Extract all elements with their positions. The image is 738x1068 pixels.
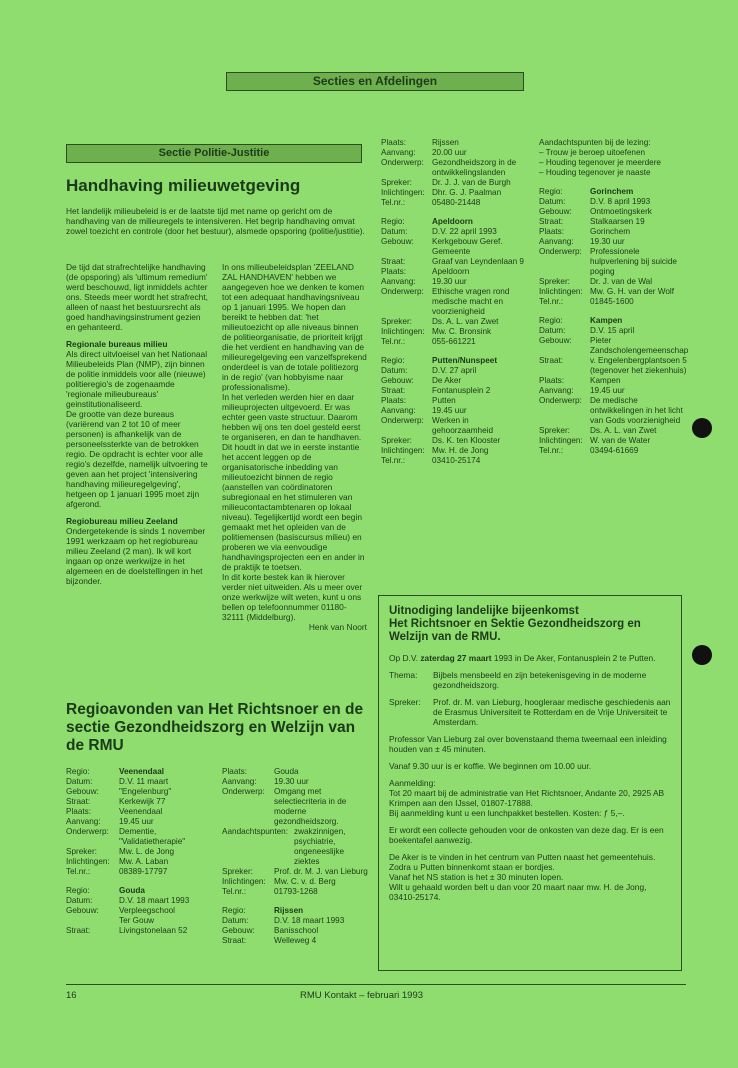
record-row: Aanvang: 19.30 uur xyxy=(222,777,309,786)
record-row: Gebouw: "Engelenburg" xyxy=(66,787,172,796)
record-row: Regio: Apeldoorn xyxy=(381,217,473,226)
record-row: Straat: Kerkewijk 77 xyxy=(66,797,166,806)
record-row: Datum: D.V. 22 april 1993 xyxy=(381,227,497,236)
aandacht-list xyxy=(539,138,687,178)
record-row: Onderwerp: Omgang met selectiecriteria in de moderne gezondheidszorg. xyxy=(222,787,347,826)
record-row: Straat: Graaf van Leyndenlaan 9 xyxy=(381,257,524,266)
gouda-details-group xyxy=(222,767,368,897)
record-row: Plaats: Gorinchem xyxy=(539,227,631,236)
invitation-aanmelding: Tot 20 maart bij de administratie van Het Richtsnoer, Andante 20, 2925 AB Krimpen aan den IJssel, 01807-17888. xyxy=(389,788,665,808)
invitation-lunch: Bij aanmelding kunt u een lunchpakket bestellen. Kosten: ƒ 5,–. xyxy=(389,808,625,818)
record-row: Plaats: Apeldoorn xyxy=(381,267,470,276)
record-row: Inlichtingen: Mw. C. v. d. Berg xyxy=(222,877,336,886)
section-header-text: Secties en Afdelingen xyxy=(312,74,438,88)
record-row: Gebouw: Kerkgebouw Geref. Gemeente xyxy=(381,237,503,256)
gouda-group xyxy=(66,886,216,936)
article1-title: Handhaving milieuwetgeving xyxy=(66,176,301,195)
sub-header-text: Sectie Politie-Justitie xyxy=(158,147,270,159)
record-row: Gebouw: Banisschool xyxy=(222,926,319,935)
invitation-body xyxy=(389,653,671,902)
article1-col1-p3: De grootte van deze bureaus (variërend van 2 tot 10 of meer personen) is afhankelijk van de personeelssterkte van de betrokken regio. De opdracht is echter voor alle regio's dezelfde, namelijk uitvoering te geven aan het project 'intensivering handhaving milieuregelgeving', hetgeen op 1 januari 1995 moet zijn afgerond. xyxy=(66,409,208,509)
record-row: Spreker: Ds. K. ten Klooster xyxy=(381,436,501,445)
record-row: Onderwerp: Werken in gehoorzaamheid xyxy=(381,416,493,435)
record-row: Inlichtingen: Mw. A. Laban xyxy=(66,857,169,866)
record-row: Spreker: Dr. J. J. van de Burgh xyxy=(381,178,511,187)
record-row: Spreker: Dr. J. van de Wal xyxy=(539,277,653,286)
article2-col-a xyxy=(66,767,216,945)
invitation-thema: Thema: Bijbels mensbeeld en zijn betekenisgeving in de moderne gezondheidszorg. xyxy=(389,670,647,690)
invitation-p2: Professor Van Lieburg zal over bovenstaand thema tweemaal een inleiding houden van ± 45 minuten. xyxy=(389,734,667,754)
record-row: Plaats: Rijssen xyxy=(381,138,459,147)
record-row: Inlichtingen: W. van de Water xyxy=(539,436,651,445)
record-row: Tel.nr.: 055-661221 xyxy=(381,337,476,346)
article1-heading-zeeland: Regiobureau milieu Zeeland xyxy=(66,516,178,526)
veenendaal-group xyxy=(66,767,216,877)
record-row: Aanvang: 19.45 uur xyxy=(539,386,625,395)
record-row: Tel.nr.: 01793-1268 xyxy=(222,887,318,896)
record-row: Onderwerp: Dementie, "Validatietherapie" xyxy=(66,827,186,846)
record-row: Regio: Gouda xyxy=(66,886,145,895)
rijssen-details-group xyxy=(381,138,526,208)
record-row: Aanvang: 19.45 uur xyxy=(66,817,154,826)
gorinchem-group xyxy=(539,187,687,307)
right-col1 xyxy=(381,138,526,475)
record-row: Inlichtingen: Mw. C. Bronsink xyxy=(381,327,492,336)
record-row: Datum: D.V. 8 april 1993 xyxy=(539,197,651,206)
invitation-spreker: Spreker: Prof. dr. M. van Lieburg, hoogleraar medische geschiedenis aan de Erasmus Universiteit te Rotterdam en de Vrije Universiteit te Amsterdam. xyxy=(389,697,671,727)
record-row: Spreker: Ds. A. L. van Zwet xyxy=(381,317,499,326)
invitation-date: Op D.V. zaterdag 27 maart 1993 in De Aker, Fontanusplein 2 te Putten. xyxy=(389,653,656,663)
record-row: Datum: D.V. 11 maart xyxy=(66,777,169,786)
aandacht-item: – Houding tegenover je meerdere xyxy=(539,158,661,167)
record-row: Tel.nr.: 05480-21448 xyxy=(381,198,481,207)
record-row: Plaats: Gouda xyxy=(222,767,299,776)
record-row: Straat: v. Engelenbergplantsoen 5 (tegenover het ziekenhuis) xyxy=(539,356,687,375)
record-row: Onderwerp: Professionele hulpverlening bij suicide poging xyxy=(539,247,677,276)
record-row: Spreker: Mw. L. de Jong xyxy=(66,847,175,856)
invitation-station: Vanaf het NS station is het ± 30 minuten lopen. xyxy=(389,872,564,882)
article2-col-b xyxy=(222,767,368,955)
record-row: Gebouw: De Aker xyxy=(381,376,462,385)
record-row: Regio: Kampen xyxy=(539,316,623,325)
sub-header xyxy=(66,144,362,163)
publication-line: RMU Kontakt – februari 1993 xyxy=(300,990,424,1001)
article1-col1-p5: In ons milieubeleidsplan 'ZEELAND ZAL HANDHAVEN' hebben we aangegeven hoe we denken te komen tot een adequaat handhavingsniveau op 1 januari 1995. We hopen dan bereikt te hebben dat: 'het milieutoezicht op alle niveaus binnen de politieorganisatie, de prioriteit krijgt die het verdient en handhaving van de milieuregelgeving een vanzelfsprekend onderdeel is van de totale politiezorg in de regio' (van hobbyisme naar professionalisme). xyxy=(222,262,367,392)
record-row: Straat: Fontanusplein 2 xyxy=(381,386,491,395)
record-row: Aanvang: 19.30 uur xyxy=(539,237,625,246)
right-col2 xyxy=(539,138,687,465)
article2-title: Regioavonden van Het Richtsnoer en de sectie Gezondheidszorg en Welzijn van de RMU xyxy=(66,701,364,754)
aandacht-title: Aandachtspunten bij de lezing: xyxy=(539,138,651,147)
page-number: 16 xyxy=(66,990,77,1001)
record-row: Plaats: Kampen xyxy=(539,376,621,385)
record-row: Datum: D.V. 15 april xyxy=(539,326,635,335)
record-row: Regio: Putten/Nunspeet xyxy=(381,356,498,365)
record-row: Tel.nr.: 08389-17797 xyxy=(66,867,168,876)
article1-heading-regionale: Regionale bureaus milieu xyxy=(66,339,168,349)
invitation-aanmelding-title: Aanmelding: xyxy=(389,778,436,788)
article1-col1-p1: De tijd dat strafrechtelijke handhaving (de opsporing) als 'ultimum remedium' werd beschouwd, ligt inmiddels achter ons. Steeds meer wordt het strafrecht, alleen of naast het bestuursrecht als goed handhavingsinstrument gezien en gehanteerd. xyxy=(66,262,208,332)
record-row: Aanvang: 19.45 uur xyxy=(381,406,467,415)
article1-signature: Henk van Noort xyxy=(308,622,367,632)
article1-col1-p4: Ondergetekende is sinds 1 november 1991 werkzaam op het regiobureau milieu Zeeland (2 man). Ik wil kort ingaan op onze werkwijze in het algemeen en de doelstellingen in het bijzonder. xyxy=(66,526,206,586)
record-row: Onderwerp: Gezondheidszorg in de ontwikkelingslanden xyxy=(381,158,517,177)
binder-hole-top xyxy=(692,418,712,438)
invitation-p3: Vanaf 9.30 uur is er koffie. We beginnen om 10.00 uur. xyxy=(389,761,592,771)
record-row: Regio: Rijssen xyxy=(222,906,304,915)
record-row: Gebouw: Verpleegschool Ter Gouw xyxy=(66,906,175,925)
binder-hole-bottom xyxy=(692,645,712,665)
record-row: Spreker: Ds. A. L. van Zwet xyxy=(539,426,657,435)
invitation-subtitle: Het Richtsnoer en Sektie Gezondheidszorg en Welzijn van de RMU. xyxy=(389,618,641,643)
record-row: Aanvang: 19.30 uur xyxy=(381,277,467,286)
article1-col1-p2: Als direct uitvloeisel van het Nationaal Milieubeleids Plan (NMP), zijn binnen de politie inmiddels voor alle (nieuwe) politieregio's de zogenaamde 'regionale milieubureaus' geinstitutionaliseerd. xyxy=(66,349,208,409)
record-row: Plaats: Putten xyxy=(381,396,456,405)
record-row: Plaats: Veenendaal xyxy=(66,807,163,816)
footer-rule xyxy=(66,984,686,985)
record-row: Onderwerp: Ethische vragen rond medische macht en voorzienigheid xyxy=(381,287,510,316)
record-row: Tel.nr.: 03410-25174 xyxy=(381,456,481,465)
invitation-collecte: Er wordt een collecte gehouden voor de onkosten van deze dag. Er is een boekentafel aanwezig. xyxy=(389,825,664,845)
invitation-location: De Aker is te vinden in het centrum van Putten naast het gemeentehuis. Zodra u Putten binnenkomt staan er bordjes. xyxy=(389,852,656,872)
record-row: Regio: Veenendaal xyxy=(66,767,165,776)
record-row: Straat: Welleweg 4 xyxy=(222,936,317,945)
record-row: Gebouw: Ontmoetingskerk xyxy=(539,207,652,216)
record-row: Straat: Stalkaarsen 19 xyxy=(539,217,645,226)
rijssen-group xyxy=(222,906,368,946)
article1-lead: Het landelijk milieubeleid is er de laatste tijd met name op gericht om de handhaving van de milieuregels te intensiveren. Het begrip handhaving omvat zowel toezicht en controle (door het bestuur), alsmede opsporing (politie/justitie). xyxy=(66,206,365,236)
record-row: Tel.nr.: 03494-61669 xyxy=(539,446,639,455)
aandacht-item: – Trouw je beroep uitoefenen xyxy=(539,148,646,157)
record-row: Aanvang: 20.00 uur xyxy=(381,148,467,157)
record-row: Inlichtingen: Mw. H. de Jong xyxy=(381,446,489,455)
record-row: Spreker: Prof. dr. M. J. van Lieburg xyxy=(222,867,368,876)
record-row: Onderwerp: De medische ontwikkelingen in het licht van Gods voorzienigheid xyxy=(539,396,683,425)
article1-col2-p2: In het verleden werden hier en daar milieuprojecten uitgevoerd. Er was echter geen vaste structuur. Daarom hebben wij ons ten doel gesteld eerst te organiseren, en dan te handhaven. Dit houdt in dat we in eerste instantie het accent leggen op de organisatorische inbedding van milieutoezicht binnen de regio (aanstellen van coördinatoren subregionaal en het stimuleren van milieucontactambtenaren op lokaal niveau). Tegelijkertijd wordt een begin gemaakt met het opleiden van de politiemensen (basiscursus milieu) en proberen we via eenvoudige handhavingsprojecten een en ander in de praktijk te toetsen. xyxy=(222,392,365,572)
invitation-pickup: Wilt u gehaald worden belt u dan voor 20 maart naar mw. H. de Jong, 03410-25174. xyxy=(389,882,647,902)
article1-col2-p3: In dit korte bestek kan ik hierover verder niet uitweiden. Als u meer over onze werkwijze wilt weten, kunt u ons bellen op telefoonnummer 01180-32111 (Middelburg). xyxy=(222,572,363,622)
record-row: Tel.nr.: 01845-1600 xyxy=(539,297,634,306)
record-row: Datum: D.V. 18 maart 1993 xyxy=(66,896,190,905)
section-header xyxy=(226,72,524,91)
aandacht-item: – Houding tegenover je naaste xyxy=(539,168,651,177)
record-row: Straat: Livingstonelaan 52 xyxy=(66,926,188,935)
record-row: Datum: D.V. 18 maart 1993 xyxy=(222,916,345,925)
invitation-title: Uitnodiging landelijke bijeenkomst xyxy=(389,605,579,617)
invitation-content xyxy=(389,605,671,902)
article1-col2 xyxy=(222,262,367,632)
putten-group xyxy=(381,356,526,466)
kampen-group xyxy=(539,316,687,456)
record-row: Datum: D.V. 27 april xyxy=(381,366,477,375)
apeldoorn-group xyxy=(381,217,526,347)
record-row: Inlichtingen: Dhr. G. J. Paalman xyxy=(381,188,502,197)
record-row: Inlichtingen: Mw. G. H. van der Wolf xyxy=(539,287,675,296)
record-row: Aandachtspunten: zwakzinnigen, psychiatrie, ongeneeslijke ziektes xyxy=(222,827,346,866)
article1-col1 xyxy=(66,262,211,586)
record-row: Gebouw: Pieter Zandscholengemeenschap xyxy=(539,336,689,355)
record-row: Regio: Gorinchem xyxy=(539,187,634,196)
